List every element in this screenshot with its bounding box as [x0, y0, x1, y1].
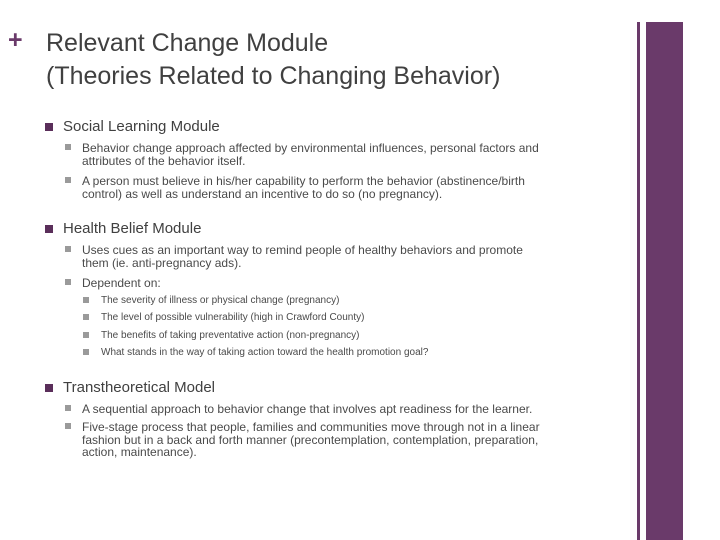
- bullet-square-icon: [65, 423, 71, 429]
- bullet-line: Behavior change approach affected by environmental influences, personal factors and: [82, 141, 539, 155]
- bullet-square-icon: [45, 384, 53, 392]
- bullet-square-icon: [65, 279, 71, 285]
- bullet-square-icon: [45, 225, 53, 233]
- bullet-square-icon: [65, 405, 71, 411]
- slide: + Relevant Change Module (Theories Related to Changing Behavior) Social Learning Module Behavior change approach affected by environmental influences, personal factors and attributes of the behavior itself. A person must believe in his/her capability to perform the behavior (abstinence/birth control) as well as understand an incentive to do so (no pregnancy). Health Belief Module Uses cues as an important way to remind people of healthy behaviors and promote them (ie. anti-pregnancy ads). Dependent on: The severity of illness or physical change (pregnancy) The level of possible vulnerability (high in Crawford County) The benefits of taking preventative action (non-pregnancy) What stands in the way of taking action toward the health promotion goal? Transtheoretical Model A sequential approach to behavior change that involves apt readiness for the learner. Five-stage process that people, families and communities move through not in a linear fashion but in a back and forth manner (precontemplation, contemplation, preparation, action, maintenance).: [0, 0, 720, 540]
- plus-icon: +: [8, 26, 23, 54]
- bullet-square-icon: [83, 332, 89, 338]
- slide-title: [46, 27, 500, 93]
- bullet-line: action, maintenance).: [82, 445, 197, 459]
- bullet-square-icon: [65, 246, 71, 252]
- bullet-line: Five-stage process that people, families and communities move through not in a linear: [82, 420, 540, 434]
- bullet-square-icon: [65, 144, 71, 150]
- decorative-bar-thin: [637, 22, 640, 540]
- bullet-line: A sequential approach to behavior change that involves apt readiness for the learner.: [82, 402, 533, 416]
- bullet-line: Dependent on:: [82, 276, 161, 290]
- bullet-square-icon: [83, 314, 89, 320]
- bullet-square-icon: [45, 123, 53, 131]
- slide-title-line1: Relevant Change Module: [46, 29, 329, 57]
- bullet-square-icon: [83, 349, 89, 355]
- bullet-line: A person must believe in his/her capability to perform the behavior (abstinence/birth: [82, 174, 525, 188]
- bullet-square-icon: [83, 297, 89, 303]
- bullet-line: fashion but in a back and forth manner (precontemplation, contemplation, preparation,: [82, 432, 539, 447]
- bullet-line: attributes of the behavior itself.: [82, 153, 246, 168]
- slide-title-line2: (Theories Related to Changing Behavior): [46, 62, 501, 90]
- bullet-line: Uses cues as an important way to remind people of healthy behaviors and promote: [82, 243, 523, 257]
- bullet-line: control) as well as understand an incentive to do so (no pregnancy).: [82, 186, 443, 201]
- bullet-square-icon: [65, 177, 71, 183]
- bullet-line: them (ie. anti-pregnancy ads).: [82, 255, 242, 270]
- decorative-bar-thick: [646, 22, 683, 540]
